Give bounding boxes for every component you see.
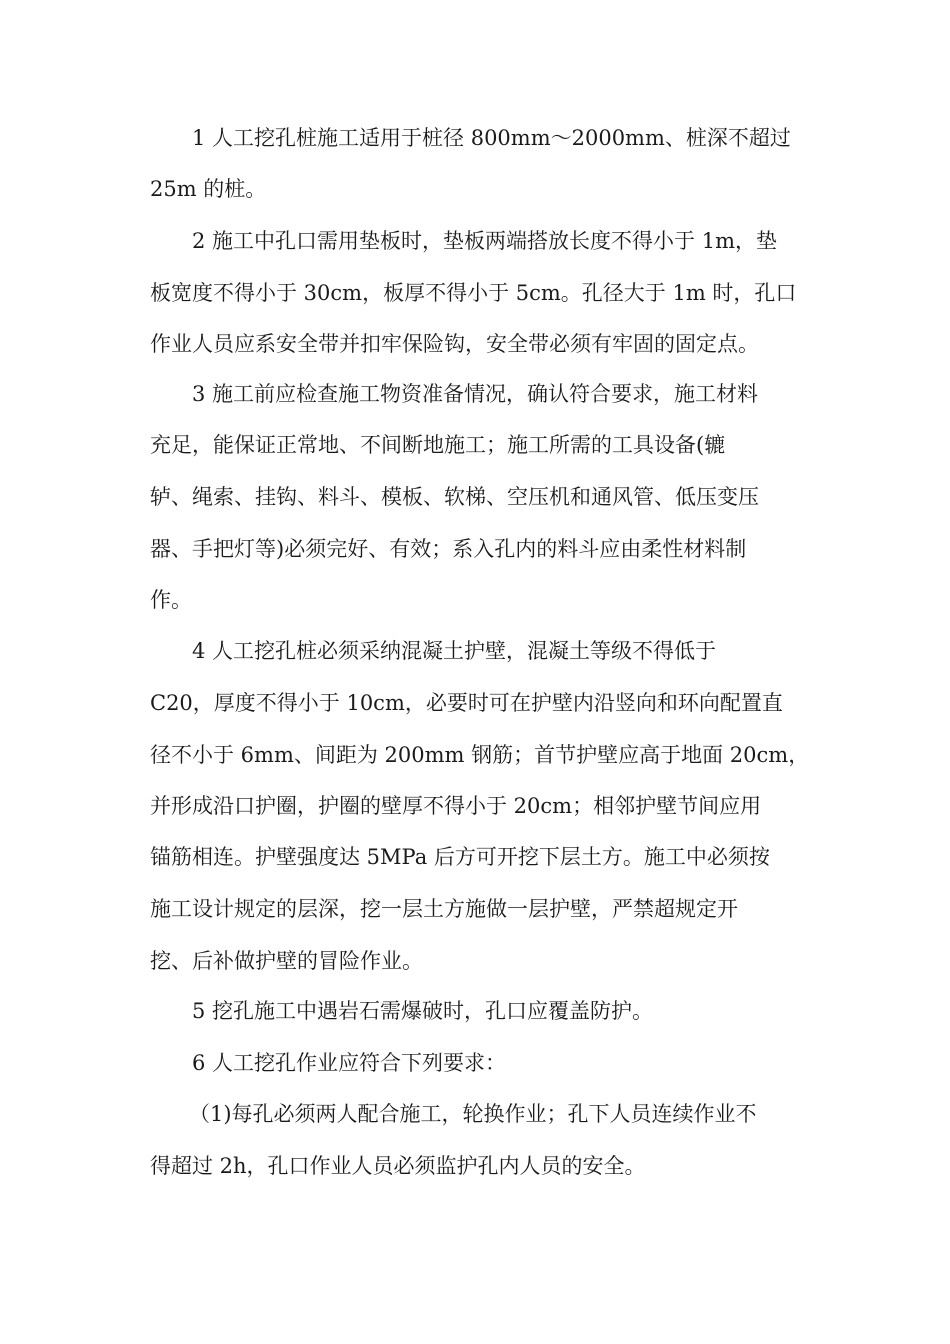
paragraph-4-line-2: C20，厚度不得小于 10cm，必要时可在护壁内沿竖向和环向配置直	[150, 691, 783, 715]
paragraph-2-line-3: 作业人员应系安全带并扣牢保险钩，安全带必须有牢固的固定点。	[150, 332, 759, 356]
paragraph-5-line-1: 5 挖孔施工中遇岩石需爆破时，孔口应覆盖防护。	[192, 999, 654, 1023]
paragraph-3-line-2: 充足，能保证正常地、不间断地施工；施工所需的工具设备(辘	[150, 433, 726, 457]
paragraph-4-line-5: 锚筋相连。护壁强度达 5MPa 后方可开挖下层土方。施工中必须按	[150, 845, 770, 869]
paragraph-6-line-1: 6 人工挖孔作业应符合下列要求：	[192, 1051, 507, 1075]
paragraph-2-line-2: 板宽度不得小于 30cm，板厚不得小于 5cm。孔径大于 1m 时，孔口	[150, 281, 797, 305]
paragraph-7-line-2: 得超过 2h，孔口作业人员必须监护孔内人员的安全。	[150, 1154, 646, 1178]
paragraph-4-line-3: 径不小于 6mm、间距为 200mm 钢筋；首节护壁应高于地面 20cm，	[150, 743, 810, 767]
paragraph-3-line-5: 作。	[150, 588, 192, 612]
paragraph-3-line-4: 器、手把灯等)必须完好、有效；系入孔内的料斗应由柔性材料制	[150, 537, 747, 561]
paragraph-4-line-4: 并形成沿口护圈，护圈的壁厚不得小于 20cm；相邻护壁节间应用	[150, 794, 762, 818]
paragraph-7-line-1: （1)每孔必须两人配合施工，轮换作业；孔下人员连续作业不	[189, 1102, 757, 1126]
paragraph-4-line-6: 施工设计规定的层深，挖一层土方施做一层护壁，严禁超规定开	[150, 897, 738, 921]
paragraph-2-line-1: 2 施工中孔口需用垫板时，垫板两端搭放长度不得小于 1m，垫	[192, 229, 777, 253]
paragraph-3-line-1: 3 施工前应检查施工物资准备情况，确认符合要求，施工材料	[192, 382, 759, 406]
paragraph-1-line-2: 25m 的桩。	[150, 177, 267, 201]
paragraph-4-line-7: 挖、后补做护壁的冒险作业。	[150, 949, 423, 973]
paragraph-3-line-3: 轳、绳索、挂钩、料斗、模板、软梯、空压机和通风管、低压变压	[150, 485, 759, 509]
paragraph-1-line-1: 1 人工挖孔桩施工适用于桩径 800mm～2000mm、桩深不超过	[192, 126, 791, 150]
paragraph-4-line-1: 4 人工挖孔桩必须采纳混凝土护壁，混凝土等级不得低于	[192, 639, 717, 663]
